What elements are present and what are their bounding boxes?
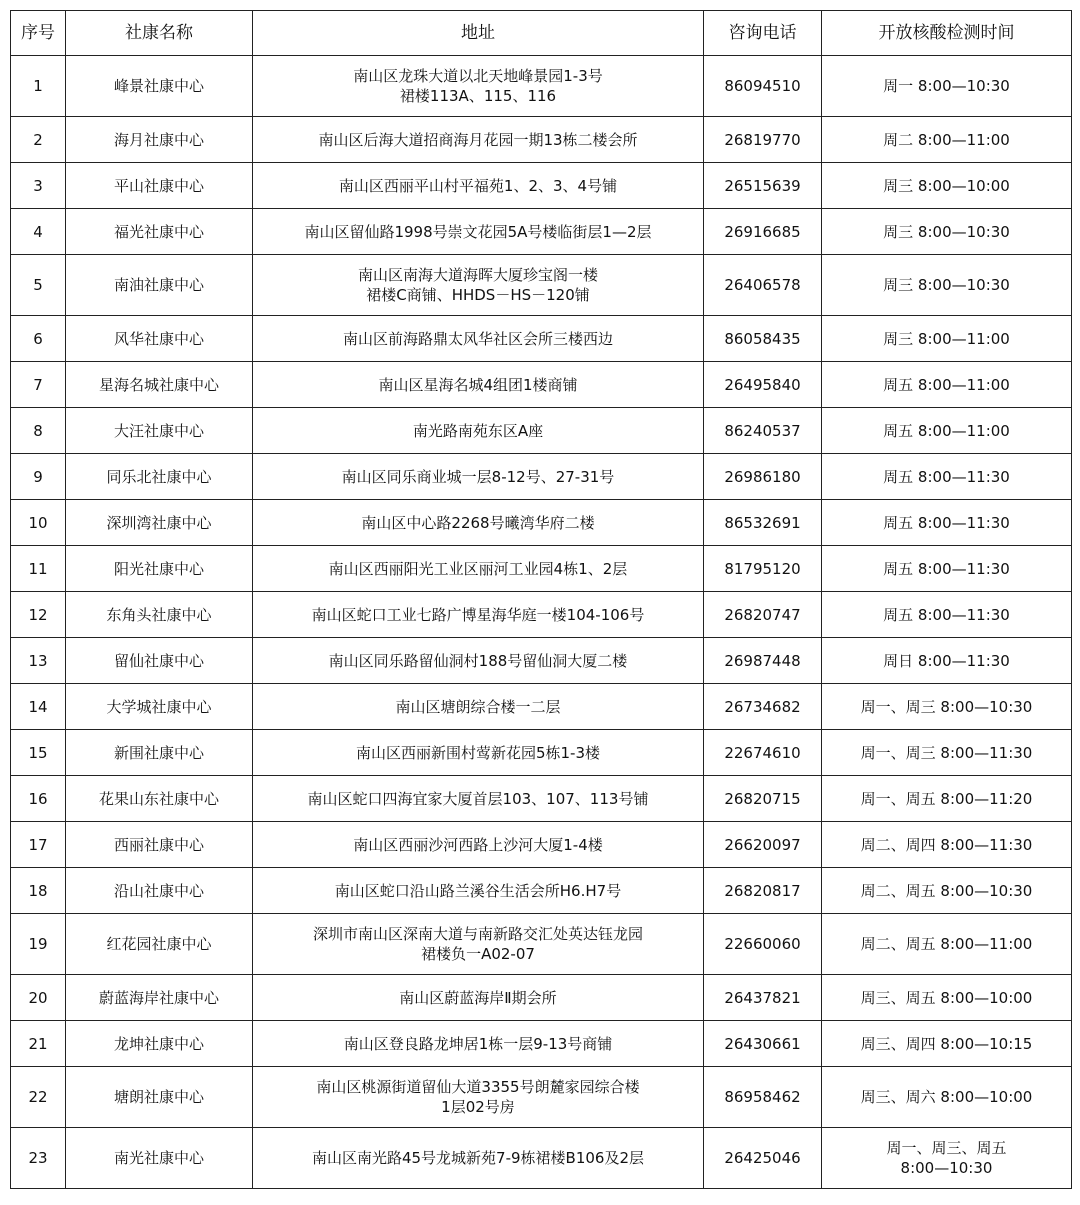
phone-number: 26734682 [704, 684, 822, 730]
table-row [11, 730, 1072, 776]
address-line: 裙楼113A、115、116 [399, 87, 557, 105]
table-row [11, 117, 1072, 163]
row-number: 11 [11, 546, 66, 592]
row-number: 22 [11, 1067, 66, 1128]
row-number: 10 [11, 500, 66, 546]
address-line: 南山区留仙路1998号崇文花园5A号楼临街层1—2层 [304, 222, 652, 241]
time-line: 周二、周四 8:00—11:30 [860, 835, 1033, 854]
site-address [253, 454, 704, 500]
testing-time [822, 163, 1072, 209]
table-row [11, 209, 1072, 255]
table-row [11, 592, 1072, 638]
table-row [11, 56, 1072, 117]
address-line: 南山区前海路鼎太风华社区会所三楼西边 [342, 329, 613, 348]
table-row [11, 316, 1072, 362]
row-number: 5 [11, 255, 66, 316]
time-line: 周三 8:00—10:00 [883, 176, 1010, 195]
time-line: 周日 8:00—11:30 [883, 651, 1010, 670]
testing-time [822, 316, 1072, 362]
site-name: 福光社康中心 [66, 209, 253, 255]
testing-time [822, 1128, 1072, 1189]
phone-number: 26437821 [704, 975, 822, 1021]
phone-number: 26986180 [704, 454, 822, 500]
site-name: 深圳湾社康中心 [66, 500, 253, 546]
time-line: 周五 8:00—11:30 [883, 467, 1010, 486]
row-number: 21 [11, 1021, 66, 1067]
site-address [253, 730, 704, 776]
header-phone: 咨询电话 [704, 11, 822, 56]
address-line: 南山区中心路2268号曦湾华府二楼 [361, 513, 595, 532]
phone-number: 86058435 [704, 316, 822, 362]
time-line: 周一、周三 8:00—10:30 [860, 697, 1033, 716]
testing-time [822, 56, 1072, 117]
site-name: 新围社康中心 [66, 730, 253, 776]
address-line: 南山区蛇口沿山路兰溪谷生活会所H6.H7号 [334, 881, 622, 900]
phone-number: 26820817 [704, 868, 822, 914]
address-line: 南山区登良路龙坤居1栋一层9-13号商铺 [343, 1034, 613, 1053]
site-address [253, 975, 704, 1021]
address-line: 南山区西丽沙河西路上沙河大厦1-4楼 [353, 835, 603, 854]
row-number: 23 [11, 1128, 66, 1189]
row-number: 8 [11, 408, 66, 454]
site-name: 龙坤社康中心 [66, 1021, 253, 1067]
site-address [253, 408, 704, 454]
testing-time [822, 776, 1072, 822]
row-number: 3 [11, 163, 66, 209]
table-row [11, 1128, 1072, 1189]
phone-number: 26820747 [704, 592, 822, 638]
testing-time [822, 209, 1072, 255]
site-address [253, 362, 704, 408]
site-address [253, 914, 704, 975]
table-row [11, 500, 1072, 546]
address-line: 南山区同乐商业城一层8-12号、27-31号 [341, 467, 615, 486]
testing-time [822, 684, 1072, 730]
phone-number: 81795120 [704, 546, 822, 592]
row-number: 17 [11, 822, 66, 868]
testing-time [822, 1021, 1072, 1067]
time-line: 周五 8:00—11:00 [883, 375, 1010, 394]
testing-time [822, 408, 1072, 454]
row-number: 4 [11, 209, 66, 255]
table-header-row [11, 11, 1072, 56]
site-name: 平山社康中心 [66, 163, 253, 209]
address-line: 南山区西丽阳光工业区丽河工业园4栋1、2层 [328, 559, 628, 578]
site-address [253, 638, 704, 684]
table-row [11, 408, 1072, 454]
testing-time [822, 822, 1072, 868]
table-row [11, 1021, 1072, 1067]
address-line: 南山区西丽平山村平福苑1、2、3、4号铺 [338, 176, 618, 195]
phone-number: 26819770 [704, 117, 822, 163]
testing-time [822, 1067, 1072, 1128]
table-row [11, 362, 1072, 408]
site-name: 红花园社康中心 [66, 914, 253, 975]
testing-time [822, 975, 1072, 1021]
table-row [11, 163, 1072, 209]
phone-number: 22660060 [704, 914, 822, 975]
address-line: 南山区蛇口四海宜家大厦首层103、107、113号铺 [307, 789, 649, 808]
table-row [11, 255, 1072, 316]
site-address [253, 56, 704, 117]
address-line: 南山区星海名城4组团1楼商铺 [378, 375, 578, 394]
table-row [11, 914, 1072, 975]
phone-number: 26515639 [704, 163, 822, 209]
time-line: 周五 8:00—11:30 [883, 559, 1010, 578]
site-name: 南油社康中心 [66, 255, 253, 316]
address-line: 1层02号房 [441, 1098, 515, 1116]
time-line: 周二、周五 8:00—10:30 [860, 881, 1033, 900]
site-name: 星海名城社康中心 [66, 362, 253, 408]
site-address [253, 868, 704, 914]
testing-time [822, 730, 1072, 776]
testing-time [822, 117, 1072, 163]
testing-time [822, 454, 1072, 500]
address-line: 南山区龙珠大道以北天地峰景园1-3号 [353, 67, 603, 85]
site-name: 同乐北社康中心 [66, 454, 253, 500]
row-number: 19 [11, 914, 66, 975]
row-number: 7 [11, 362, 66, 408]
site-name: 蔚蓝海岸社康中心 [66, 975, 253, 1021]
site-address [253, 255, 704, 316]
time-line: 8:00—10:30 [900, 1159, 993, 1177]
address-line: 南山区南光路45号龙城新苑7-9栋裙楼B106及2层 [311, 1149, 645, 1167]
site-name: 峰景社康中心 [66, 56, 253, 117]
address-line: 南山区西丽新围村莺新花园5栋1-3楼 [355, 743, 601, 762]
site-name: 西丽社康中心 [66, 822, 253, 868]
site-name: 留仙社康中心 [66, 638, 253, 684]
phone-number: 26916685 [704, 209, 822, 255]
site-address [253, 776, 704, 822]
row-number: 6 [11, 316, 66, 362]
table-row [11, 684, 1072, 730]
row-number: 18 [11, 868, 66, 914]
phone-number: 26820715 [704, 776, 822, 822]
testing-time [822, 362, 1072, 408]
site-name: 大汪社康中心 [66, 408, 253, 454]
phone-number: 86958462 [704, 1067, 822, 1128]
address-line: 南山区南海大道海晖大厦珍宝阁一楼 [357, 266, 598, 284]
time-line: 周五 8:00—11:30 [883, 513, 1010, 532]
site-address [253, 117, 704, 163]
time-line: 周一、周五 8:00—11:20 [860, 789, 1033, 808]
row-number: 1 [11, 56, 66, 117]
site-name: 大学城社康中心 [66, 684, 253, 730]
site-name: 沿山社康中心 [66, 868, 253, 914]
time-line: 周一、周三 8:00—11:30 [860, 743, 1033, 762]
time-line: 周二 8:00—11:00 [883, 130, 1010, 149]
time-line: 周一、周三、周五 [886, 1139, 1007, 1157]
testing-time [822, 546, 1072, 592]
phone-number: 26430661 [704, 1021, 822, 1067]
time-line: 周五 8:00—11:30 [883, 605, 1010, 624]
site-name: 风华社康中心 [66, 316, 253, 362]
site-address [253, 316, 704, 362]
testing-sites-table [10, 10, 1072, 1189]
phone-number: 26620097 [704, 822, 822, 868]
testing-time [822, 868, 1072, 914]
time-line: 周五 8:00—11:00 [883, 421, 1010, 440]
site-address [253, 1067, 704, 1128]
row-number: 14 [11, 684, 66, 730]
site-name: 南光社康中心 [66, 1128, 253, 1189]
testing-time [822, 638, 1072, 684]
phone-number: 26495840 [704, 362, 822, 408]
table-row [11, 454, 1072, 500]
site-address [253, 163, 704, 209]
address-line: 南光路南苑东区A座 [412, 421, 544, 440]
table-row [11, 1067, 1072, 1128]
site-address [253, 546, 704, 592]
phone-number: 86240537 [704, 408, 822, 454]
row-number: 13 [11, 638, 66, 684]
table-row [11, 776, 1072, 822]
site-address [253, 822, 704, 868]
site-name: 塘朗社康中心 [66, 1067, 253, 1128]
address-line: 深圳市南山区深南大道与南新路交汇处英达钰龙园 [312, 925, 643, 943]
site-address [253, 1021, 704, 1067]
header-address: 地址 [253, 11, 704, 56]
phone-number: 86532691 [704, 500, 822, 546]
header-no: 序号 [11, 11, 66, 56]
phone-number: 26987448 [704, 638, 822, 684]
testing-time [822, 592, 1072, 638]
header-time: 开放核酸检测时间 [822, 11, 1072, 56]
testing-time [822, 914, 1072, 975]
address-line: 裙楼C商铺、HHDS－HS－120铺 [366, 286, 590, 304]
row-number: 9 [11, 454, 66, 500]
row-number: 2 [11, 117, 66, 163]
address-line: 南山区蛇口工业七路广博星海华庭一楼104-106号 [311, 605, 645, 624]
site-address [253, 592, 704, 638]
table-row [11, 975, 1072, 1021]
site-address [253, 209, 704, 255]
phone-number: 22674610 [704, 730, 822, 776]
testing-time [822, 500, 1072, 546]
address-line: 南山区蔚蓝海岸Ⅱ期会所 [399, 988, 557, 1007]
testing-time [822, 255, 1072, 316]
phone-number: 26406578 [704, 255, 822, 316]
row-number: 12 [11, 592, 66, 638]
site-address [253, 1128, 704, 1189]
address-line: 南山区塘朗综合楼一二层 [395, 697, 561, 716]
time-line: 周三、周四 8:00—10:15 [860, 1034, 1033, 1053]
time-line: 周三 8:00—10:30 [883, 276, 1010, 294]
table-row [11, 546, 1072, 592]
address-line: 南山区后海大道招商海月花园一期13栋二楼会所 [318, 130, 638, 149]
time-line: 周三、周六 8:00—10:00 [860, 1088, 1033, 1106]
table-row [11, 868, 1072, 914]
time-line: 周二、周五 8:00—11:00 [860, 935, 1033, 953]
table-row [11, 638, 1072, 684]
site-address [253, 684, 704, 730]
site-name: 海月社康中心 [66, 117, 253, 163]
phone-number: 26425046 [704, 1128, 822, 1189]
address-line: 裙楼负一A02-07 [421, 945, 535, 963]
header-name: 社康名称 [66, 11, 253, 56]
site-name: 阳光社康中心 [66, 546, 253, 592]
phone-number: 86094510 [704, 56, 822, 117]
time-line: 周三 8:00—10:30 [883, 222, 1010, 241]
site-name: 花果山东社康中心 [66, 776, 253, 822]
address-line: 南山区桃源街道留仙大道3355号朗麓家园综合楼 [316, 1078, 640, 1096]
site-name: 东角头社康中心 [66, 592, 253, 638]
time-line: 周三、周五 8:00—10:00 [860, 988, 1033, 1007]
table-row [11, 822, 1072, 868]
site-address [253, 500, 704, 546]
row-number: 15 [11, 730, 66, 776]
address-line: 南山区同乐路留仙洞村188号留仙洞大厦二楼 [328, 651, 628, 670]
row-number: 20 [11, 975, 66, 1021]
time-line: 周三 8:00—11:00 [883, 329, 1010, 348]
row-number: 16 [11, 776, 66, 822]
time-line: 周一 8:00—10:30 [883, 77, 1010, 95]
